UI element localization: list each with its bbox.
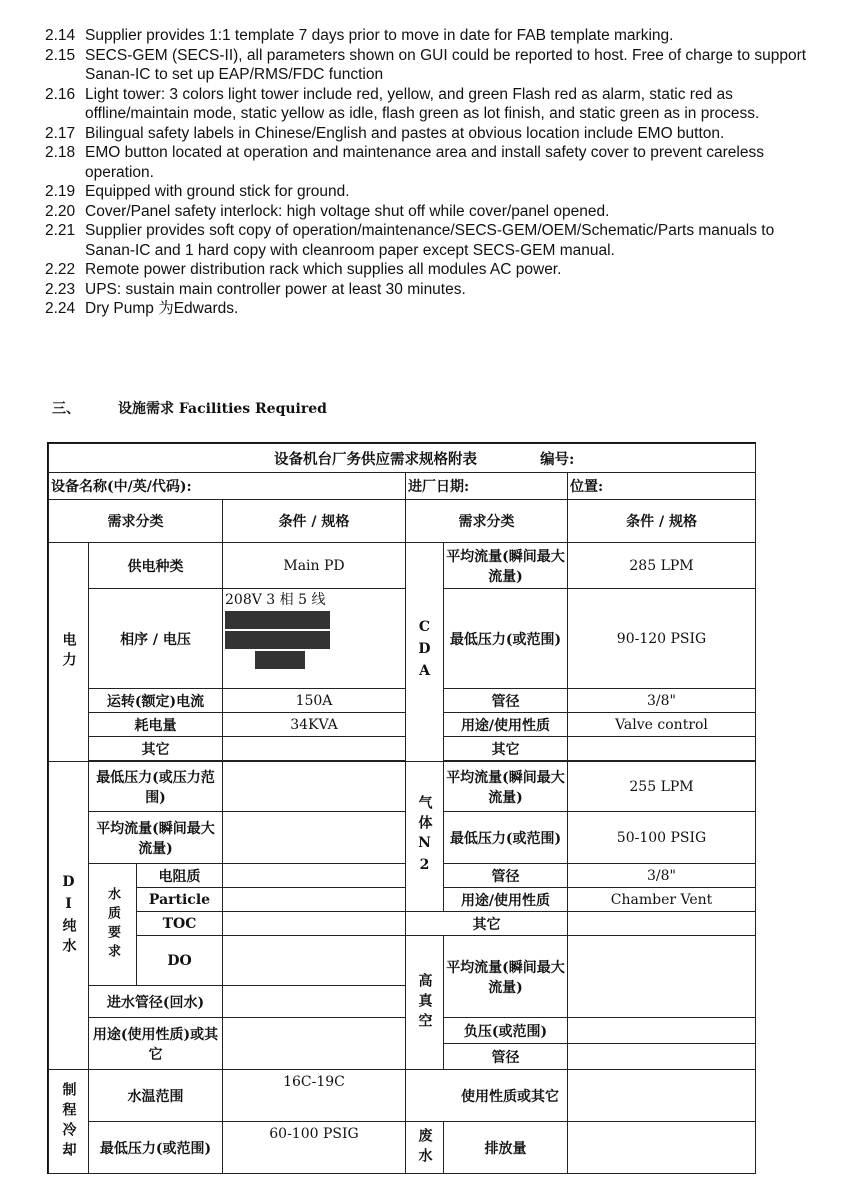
- cda-avg-flow-value: 285 LPM: [568, 543, 756, 589]
- pcw-min-pressure-value: 60-100 PSIG: [223, 1122, 406, 1174]
- power-consumption: 耗电量: [89, 713, 223, 737]
- pcw-temp-value: 16C-19C: [223, 1070, 406, 1122]
- list-item-text: Supplier provides soft copy of operation/maintenance/SECS-GEM/OEM/Schematic/Parts manuals to Sanan-IC and 1 hard copy with cleanroom paper except SECS-GEM manual.: [85, 222, 775, 259]
- header-category-right: 需求分类: [406, 500, 568, 543]
- di-resistivity-value: [223, 864, 406, 888]
- list-item-text: Dry Pump 为Edwards.: [85, 300, 239, 317]
- waste-discharge: 排放量: [444, 1122, 568, 1174]
- facilities-table: [47, 442, 756, 1174]
- di-quality: 水质要求: [89, 864, 137, 986]
- list-item-number: 2.21: [45, 222, 76, 239]
- n2-min-pressure: 最低压力(或范围): [444, 812, 568, 864]
- waste-group: 废水: [406, 1122, 444, 1174]
- list-item-number: 2.24: [45, 300, 76, 317]
- cda-usage-value: Valve control: [568, 713, 756, 737]
- n2-pipe: 管径: [444, 864, 568, 888]
- pcw-group: 制程冷却: [49, 1070, 89, 1174]
- waste-usage: 使用性质或其它: [406, 1070, 568, 1122]
- list-item-text: Cover/Panel safety interlock: high voltage shut off while cover/panel opened.: [85, 202, 610, 220]
- cda-min-pressure: 最低压力(或范围): [444, 589, 568, 689]
- list-item: [45, 202, 815, 222]
- di-do: DO: [137, 936, 223, 986]
- n2-pipe-value: 3/8": [568, 864, 756, 888]
- waste-discharge-value: [568, 1122, 756, 1174]
- power-supply-type: 供电种类: [89, 543, 223, 589]
- di-do-value: [223, 936, 406, 986]
- n2-other: 其它: [406, 912, 568, 936]
- power-group: 电力: [49, 543, 89, 762]
- redaction-block: [225, 631, 330, 649]
- cda-other-value: [568, 737, 756, 761]
- list-item: [45, 85, 815, 124]
- di-inlet-value: [223, 986, 406, 1018]
- pcw-temp: 水温范围: [89, 1070, 223, 1122]
- list-item: [45, 260, 815, 280]
- cda-pipe: 管径: [444, 689, 568, 713]
- n2-min-pressure-value: 50-100 PSIG: [568, 812, 756, 864]
- pcw-min-pressure: 最低压力(或范围): [89, 1122, 223, 1174]
- requirements-list: [45, 26, 815, 319]
- list-item: [45, 299, 815, 319]
- list-item-number: 2.23: [45, 280, 76, 298]
- vacuum-group: 高真空: [406, 936, 444, 1070]
- di-usage-value: [223, 1018, 406, 1070]
- list-item-number: 2.20: [45, 202, 76, 220]
- power-phase-value: 208V 3 相 5 线: [225, 592, 326, 608]
- redaction-block: [225, 611, 330, 629]
- location-label: 位置:: [568, 473, 756, 500]
- vacuum-negative-pressure: 负压(或范围): [444, 1018, 568, 1044]
- list-item-text: Light tower: 3 colors light tower include red, yellow, and green Flash red as alarm, static red as offline/maintain mode, static yellow as idle, flash green as lot finish, and static green as in process.: [85, 85, 760, 122]
- list-item-text: Bilingual safety labels in Chinese/English and pastes at obvious location include EMO button.: [85, 124, 725, 142]
- list-item-text: Equipped with ground stick for ground.: [85, 183, 350, 200]
- power-current-value: 150A: [223, 689, 406, 713]
- n2-other-value: [568, 912, 756, 936]
- cda-usage: 用途/使用性质: [444, 713, 568, 737]
- di-usage: 用途(使用性质)或其它: [89, 1018, 223, 1070]
- list-item-number: 2.14: [45, 27, 76, 44]
- n2-group: 气体N2: [406, 762, 444, 912]
- list-item: [45, 26, 815, 46]
- equipment-name-label: 设备名称(中/英/代码):: [49, 473, 406, 500]
- power-supply-value: Main PD: [223, 543, 406, 589]
- list-item-number: 2.22: [45, 261, 76, 278]
- vacuum-pipe: 管径: [444, 1044, 568, 1070]
- waste-usage-value: [568, 1070, 756, 1122]
- power-consumption-value: 34KVA: [223, 713, 406, 737]
- di-group: DI纯水: [49, 762, 89, 1070]
- list-item-number: 2.16: [45, 85, 76, 103]
- list-item-number: 2.18: [45, 144, 76, 161]
- n2-usage-value: Chamber Vent: [568, 888, 756, 912]
- power-current: 运转(额定)电流: [89, 689, 223, 713]
- list-item-text: Supplier provides 1:1 template 7 days prior to move in date for FAB template marking.: [85, 27, 674, 44]
- power-other: 其它: [89, 737, 223, 761]
- di-particle: Particle: [137, 888, 223, 912]
- cda-other: 其它: [444, 737, 568, 761]
- table-title: 设备机台厂务供应需求规格附表: [274, 450, 477, 468]
- list-item-number: 2.17: [45, 124, 76, 142]
- power-phase-value-cell: [223, 589, 406, 689]
- number-label: 编号:: [540, 450, 575, 468]
- di-min-pressure: 最低压力(或压力范围): [89, 762, 223, 812]
- redaction-block: [255, 651, 305, 669]
- n2-usage: 用途/使用性质: [444, 888, 568, 912]
- vacuum-pipe-value: [568, 1044, 756, 1070]
- list-item: [45, 182, 815, 202]
- list-item-text: Remote power distribution rack which supplies all modules AC power.: [85, 261, 562, 278]
- header-spec-right: 条件 / 规格: [568, 500, 756, 543]
- di-particle-value: [223, 888, 406, 912]
- di-avg-flow: 平均流量(瞬间最大流量): [89, 812, 223, 864]
- list-item-text: UPS: sustain main controller power at least 30 minutes.: [85, 280, 466, 298]
- list-item: [45, 143, 815, 182]
- di-inlet: 进水管径(回水): [89, 986, 223, 1018]
- vacuum-avg-flow: 平均流量(瞬间最大流量): [444, 936, 568, 1018]
- cda-group: CDA: [406, 543, 444, 762]
- date-label: 进厂日期:: [406, 473, 568, 500]
- cda-min-pressure-value: 90-120 PSIG: [568, 589, 756, 689]
- di-min-pressure-value: [223, 762, 406, 812]
- power-other-value: [223, 737, 406, 761]
- section-number: 三、: [52, 401, 80, 417]
- list-item-number: 2.15: [45, 46, 76, 64]
- cda-avg-flow: 平均流量(瞬间最大流量): [444, 543, 568, 589]
- list-item: [45, 280, 815, 300]
- di-avg-flow-value: [223, 812, 406, 864]
- list-item: [45, 221, 815, 260]
- section-heading: [52, 398, 327, 418]
- header-category-left: 需求分类: [49, 500, 223, 543]
- list-item-text: EMO button located at operation and maintenance area and install safety cover to prevent careless operation.: [85, 144, 764, 181]
- list-item-text: SECS-GEM (SECS-II), all parameters shown on GUI could be reported to host. Free of charge to support Sanan-IC to set up EAP/RMS/FDC function: [85, 46, 807, 83]
- di-resistivity: 电阻质: [137, 864, 223, 888]
- di-toc-value: [223, 912, 406, 936]
- vacuum-negative-pressure-value: [568, 1018, 756, 1044]
- list-item: [45, 124, 815, 144]
- vacuum-avg-flow-value: [568, 936, 756, 1018]
- list-item-number: 2.19: [45, 183, 76, 200]
- section-title: 设施需求 Facilities Required: [118, 401, 327, 417]
- cda-pipe-value: 3/8": [568, 689, 756, 713]
- list-item: [45, 46, 815, 85]
- n2-avg-flow: 平均流量(瞬间最大流量): [444, 762, 568, 812]
- n2-avg-flow-value: 255 LPM: [568, 762, 756, 812]
- header-spec-left: 条件 / 规格: [223, 500, 406, 543]
- power-phase: 相序 / 电压: [89, 589, 223, 689]
- di-toc: TOC: [137, 912, 223, 936]
